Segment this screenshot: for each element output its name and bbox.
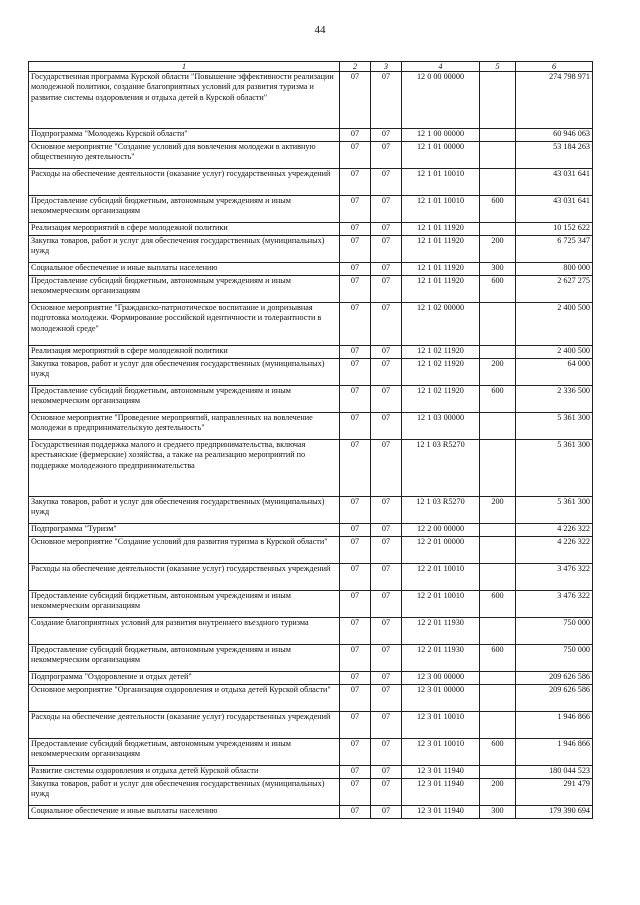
row-target-article: 12 1 02 11920: [402, 386, 480, 413]
table-row: [29, 618, 593, 645]
row-subsection: 07: [371, 645, 402, 672]
row-target-article: 12 3 01 11940: [402, 806, 480, 819]
row-amount: 3 476 322: [516, 591, 593, 618]
row-section: 07: [340, 236, 371, 263]
table-row: [29, 196, 593, 223]
row-expense-type: [480, 766, 516, 779]
row-section: 07: [340, 524, 371, 537]
row-subsection: 07: [371, 276, 402, 303]
row-subsection: 07: [371, 236, 402, 263]
row-name: Расходы на обеспечение деятельности (оказание услуг) государственных учреждений: [29, 712, 340, 739]
row-target-article: 12 3 01 00000: [402, 685, 480, 712]
row-target-article: 12 1 03 00000: [402, 413, 480, 440]
row-amount: 43 031 641: [516, 196, 593, 223]
table-row: [29, 564, 593, 591]
row-target-article: 12 2 01 10010: [402, 564, 480, 591]
row-amount: 4 226 322: [516, 524, 593, 537]
row-amount: 209 626 586: [516, 685, 593, 712]
header-col-5: 5: [480, 62, 516, 72]
table-row: [29, 685, 593, 712]
row-target-article: 12 2 01 11930: [402, 645, 480, 672]
row-section: 07: [340, 129, 371, 142]
row-expense-type: [480, 142, 516, 169]
row-section: 07: [340, 196, 371, 223]
row-subsection: 07: [371, 712, 402, 739]
row-subsection: 07: [371, 359, 402, 386]
row-expense-type: 300: [480, 263, 516, 276]
row-section: 07: [340, 766, 371, 779]
row-name: Предоставление субсидий бюджетным, автономным учреждениям и иным некоммерческим организациям: [29, 386, 340, 413]
table-row: [29, 276, 593, 303]
row-name: Основное мероприятие "Создание условий для вовлечения молодежи в активную общественную деятельность": [29, 142, 340, 169]
row-section: 07: [340, 712, 371, 739]
row-subsection: 07: [371, 169, 402, 196]
row-subsection: 07: [371, 129, 402, 142]
row-name: Расходы на обеспечение деятельности (оказание услуг) государственных учреждений: [29, 169, 340, 196]
row-name: Государственная поддержка малого и среднего предпринимательства, включая крестьянские (фермерские) хозяйства, а также на реализацию мероприятий по поддержке молодежного предпринимательства: [29, 440, 340, 497]
table-row: [29, 169, 593, 196]
row-subsection: 07: [371, 685, 402, 712]
row-subsection: 07: [371, 618, 402, 645]
header-col-4: 4: [402, 62, 480, 72]
row-amount: 274 798 971: [516, 72, 593, 129]
row-name: Предоставление субсидий бюджетным, автономным учреждениям и иным некоммерческим организациям: [29, 276, 340, 303]
table-row: [29, 779, 593, 806]
row-section: 07: [340, 739, 371, 766]
row-section: 07: [340, 263, 371, 276]
row-amount: 2 336 500: [516, 386, 593, 413]
table-row: [29, 72, 593, 129]
row-target-article: 12 0 00 00000: [402, 72, 480, 129]
row-subsection: 07: [371, 72, 402, 129]
row-expense-type: [480, 223, 516, 236]
row-target-article: 12 2 00 00000: [402, 524, 480, 537]
row-name: Предоставление субсидий бюджетным, автономным учреждениям и иным некоммерческим организациям: [29, 739, 340, 766]
row-expense-type: [480, 537, 516, 564]
row-target-article: 12 1 03 R5270: [402, 440, 480, 497]
row-subsection: 07: [371, 440, 402, 497]
row-subsection: 07: [371, 196, 402, 223]
row-subsection: 07: [371, 672, 402, 685]
row-target-article: 12 1 03 R5270: [402, 497, 480, 524]
row-expense-type: 200: [480, 359, 516, 386]
row-expense-type: 600: [480, 645, 516, 672]
row-name: Основное мероприятие "Проведение мероприятий, направленных на вовлечение молодежи в предпринимательскую деятельность": [29, 413, 340, 440]
page-number: 44: [314, 24, 326, 36]
row-amount: 60 946 063: [516, 129, 593, 142]
table-header-row: [29, 62, 593, 72]
row-target-article: 12 3 01 11940: [402, 766, 480, 779]
header-col-1: 1: [29, 62, 340, 72]
row-expense-type: [480, 524, 516, 537]
row-expense-type: [480, 72, 516, 129]
row-expense-type: [480, 169, 516, 196]
header-col-2: 2: [340, 62, 371, 72]
row-subsection: 07: [371, 766, 402, 779]
row-target-article: 12 3 01 10010: [402, 739, 480, 766]
row-expense-type: [480, 129, 516, 142]
row-expense-type: 300: [480, 806, 516, 819]
row-amount: 750 000: [516, 645, 593, 672]
row-subsection: 07: [371, 524, 402, 537]
row-subsection: 07: [371, 346, 402, 359]
row-target-article: 12 1 01 00000: [402, 142, 480, 169]
row-amount: 5 361 300: [516, 413, 593, 440]
row-section: 07: [340, 413, 371, 440]
row-subsection: 07: [371, 779, 402, 806]
row-section: 07: [340, 386, 371, 413]
row-target-article: 12 1 01 11920: [402, 236, 480, 263]
row-target-article: 12 3 01 11940: [402, 779, 480, 806]
row-amount: 3 476 322: [516, 564, 593, 591]
row-section: 07: [340, 779, 371, 806]
row-name: Социальное обеспечение и иные выплаты населению: [29, 263, 340, 276]
row-amount: 1 946 866: [516, 739, 593, 766]
row-name: Закупка товаров, работ и услуг для обеспечения государственных (муниципальных) нужд: [29, 359, 340, 386]
row-target-article: 12 1 01 11920: [402, 276, 480, 303]
row-subsection: 07: [371, 142, 402, 169]
row-amount: 2 400 500: [516, 346, 593, 359]
row-subsection: 07: [371, 591, 402, 618]
row-target-article: 12 1 01 11920: [402, 223, 480, 236]
row-section: 07: [340, 685, 371, 712]
row-amount: 5 361 300: [516, 440, 593, 497]
table-row: [29, 223, 593, 236]
table-row: [29, 440, 593, 497]
row-amount: 2 627 275: [516, 276, 593, 303]
row-name: Основное мероприятие "Создание условий для развития туризма в Курской области": [29, 537, 340, 564]
row-section: 07: [340, 672, 371, 685]
row-subsection: 07: [371, 223, 402, 236]
row-amount: 4 226 322: [516, 537, 593, 564]
row-name: Предоставление субсидий бюджетным, автономным учреждениям и иным некоммерческим организациям: [29, 645, 340, 672]
row-section: 07: [340, 223, 371, 236]
row-name: Основное мероприятие "Организация оздоровления и отдыха детей Курской области": [29, 685, 340, 712]
table-row: [29, 672, 593, 685]
row-name: Подпрограмма "Молодежь Курской области": [29, 129, 340, 142]
row-amount: 6 725 347: [516, 236, 593, 263]
row-section: 07: [340, 564, 371, 591]
header-col-6: 6: [516, 62, 593, 72]
row-target-article: 12 2 01 00000: [402, 537, 480, 564]
row-section: 07: [340, 806, 371, 819]
row-expense-type: 200: [480, 236, 516, 263]
row-expense-type: [480, 618, 516, 645]
row-expense-type: 600: [480, 739, 516, 766]
table-row: [29, 524, 593, 537]
table-row: [29, 645, 593, 672]
row-subsection: 07: [371, 303, 402, 346]
row-amount: 1 946 866: [516, 712, 593, 739]
row-amount: 291 479: [516, 779, 593, 806]
row-section: 07: [340, 618, 371, 645]
row-target-article: 12 1 00 00000: [402, 129, 480, 142]
row-name: Закупка товаров, работ и услуг для обеспечения государственных (муниципальных) нужд: [29, 236, 340, 263]
row-amount: 2 400 500: [516, 303, 593, 346]
table-row: [29, 142, 593, 169]
row-amount: 64 000: [516, 359, 593, 386]
row-expense-type: [480, 303, 516, 346]
table-row: [29, 591, 593, 618]
row-subsection: 07: [371, 537, 402, 564]
row-amount: 800 000: [516, 263, 593, 276]
table-row: [29, 497, 593, 524]
row-section: 07: [340, 142, 371, 169]
row-name: Закупка товаров, работ и услуг для обеспечения государственных (муниципальных) нужд: [29, 497, 340, 524]
row-section: 07: [340, 440, 371, 497]
row-name: Закупка товаров, работ и услуг для обеспечения государственных (муниципальных) нужд: [29, 779, 340, 806]
row-section: 07: [340, 72, 371, 129]
row-section: 07: [340, 591, 371, 618]
table-row: [29, 263, 593, 276]
table-row: [29, 712, 593, 739]
row-subsection: 07: [371, 413, 402, 440]
row-amount: 209 626 586: [516, 672, 593, 685]
row-amount: 179 390 694: [516, 806, 593, 819]
row-expense-type: [480, 712, 516, 739]
row-amount: 750 000: [516, 618, 593, 645]
row-section: 07: [340, 346, 371, 359]
row-name: Создание благоприятных условий для развития внутреннего въездного туризма: [29, 618, 340, 645]
row-expense-type: [480, 672, 516, 685]
row-expense-type: 600: [480, 591, 516, 618]
row-target-article: 12 1 01 10010: [402, 196, 480, 223]
table-row: [29, 386, 593, 413]
table-row: [29, 766, 593, 779]
table-row: [29, 303, 593, 346]
row-amount: 53 184 263: [516, 142, 593, 169]
table-row: [29, 236, 593, 263]
row-target-article: 12 1 01 10010: [402, 169, 480, 196]
row-subsection: 07: [371, 564, 402, 591]
table-row: [29, 129, 593, 142]
row-expense-type: 200: [480, 497, 516, 524]
table-row: [29, 537, 593, 564]
row-expense-type: [480, 564, 516, 591]
row-expense-type: 600: [480, 386, 516, 413]
row-expense-type: [480, 440, 516, 497]
row-target-article: 12 1 01 11920: [402, 263, 480, 276]
row-subsection: 07: [371, 386, 402, 413]
row-target-article: 12 1 02 11920: [402, 346, 480, 359]
row-expense-type: 200: [480, 779, 516, 806]
row-section: 07: [340, 276, 371, 303]
row-name: Социальное обеспечение и иные выплаты населению: [29, 806, 340, 819]
table-row: [29, 346, 593, 359]
row-section: 07: [340, 497, 371, 524]
header-col-3: 3: [371, 62, 402, 72]
row-target-article: 12 1 02 11920: [402, 359, 480, 386]
row-subsection: 07: [371, 739, 402, 766]
row-subsection: 07: [371, 806, 402, 819]
row-subsection: 07: [371, 497, 402, 524]
row-target-article: 12 1 02 00000: [402, 303, 480, 346]
row-name: Подпрограмма "Оздоровление и отдых детей": [29, 672, 340, 685]
row-target-article: 12 3 01 10010: [402, 712, 480, 739]
row-target-article: 12 2 01 11930: [402, 618, 480, 645]
row-target-article: 12 2 01 10010: [402, 591, 480, 618]
table-row: [29, 806, 593, 819]
budget-table: [28, 61, 593, 819]
row-expense-type: [480, 346, 516, 359]
table-row: [29, 739, 593, 766]
row-section: 07: [340, 303, 371, 346]
row-name: Реализация мероприятий в сфере молодежной политики: [29, 346, 340, 359]
row-target-article: 12 3 00 00000: [402, 672, 480, 685]
row-name: Подпрограмма "Туризм": [29, 524, 340, 537]
table-row: [29, 413, 593, 440]
row-subsection: 07: [371, 263, 402, 276]
row-amount: 43 031 641: [516, 169, 593, 196]
row-name: Предоставление субсидий бюджетным, автономным учреждениям и иным некоммерческим организациям: [29, 196, 340, 223]
row-expense-type: [480, 685, 516, 712]
row-amount: 180 044 523: [516, 766, 593, 779]
row-amount: 10 152 622: [516, 223, 593, 236]
row-expense-type: 600: [480, 276, 516, 303]
row-section: 07: [340, 359, 371, 386]
row-name: Основное мероприятие "Гражданско-патриотическое воспитание и допризывная подготовка молодежи. Формирование российской идентичности и толерантности в молодежной среде": [29, 303, 340, 346]
row-name: Реализация мероприятий в сфере молодежной политики: [29, 223, 340, 236]
row-amount: 5 361 300: [516, 497, 593, 524]
row-expense-type: 600: [480, 196, 516, 223]
row-name: Предоставление субсидий бюджетным, автономным учреждениям и иным некоммерческим организациям: [29, 591, 340, 618]
row-name: Расходы на обеспечение деятельности (оказание услуг) государственных учреждений: [29, 564, 340, 591]
row-section: 07: [340, 645, 371, 672]
row-name: Развитие системы оздоровления и отдыха детей Курской области: [29, 766, 340, 779]
row-expense-type: [480, 413, 516, 440]
row-name: Государственная программа Курской области "Повышение эффективности реализации молодежной политики, создание благоприятных условий для развития туризма и развитие системы оздоровления и отдыха детей в Курской области": [29, 72, 340, 129]
table-row: [29, 359, 593, 386]
row-section: 07: [340, 169, 371, 196]
row-section: 07: [340, 537, 371, 564]
